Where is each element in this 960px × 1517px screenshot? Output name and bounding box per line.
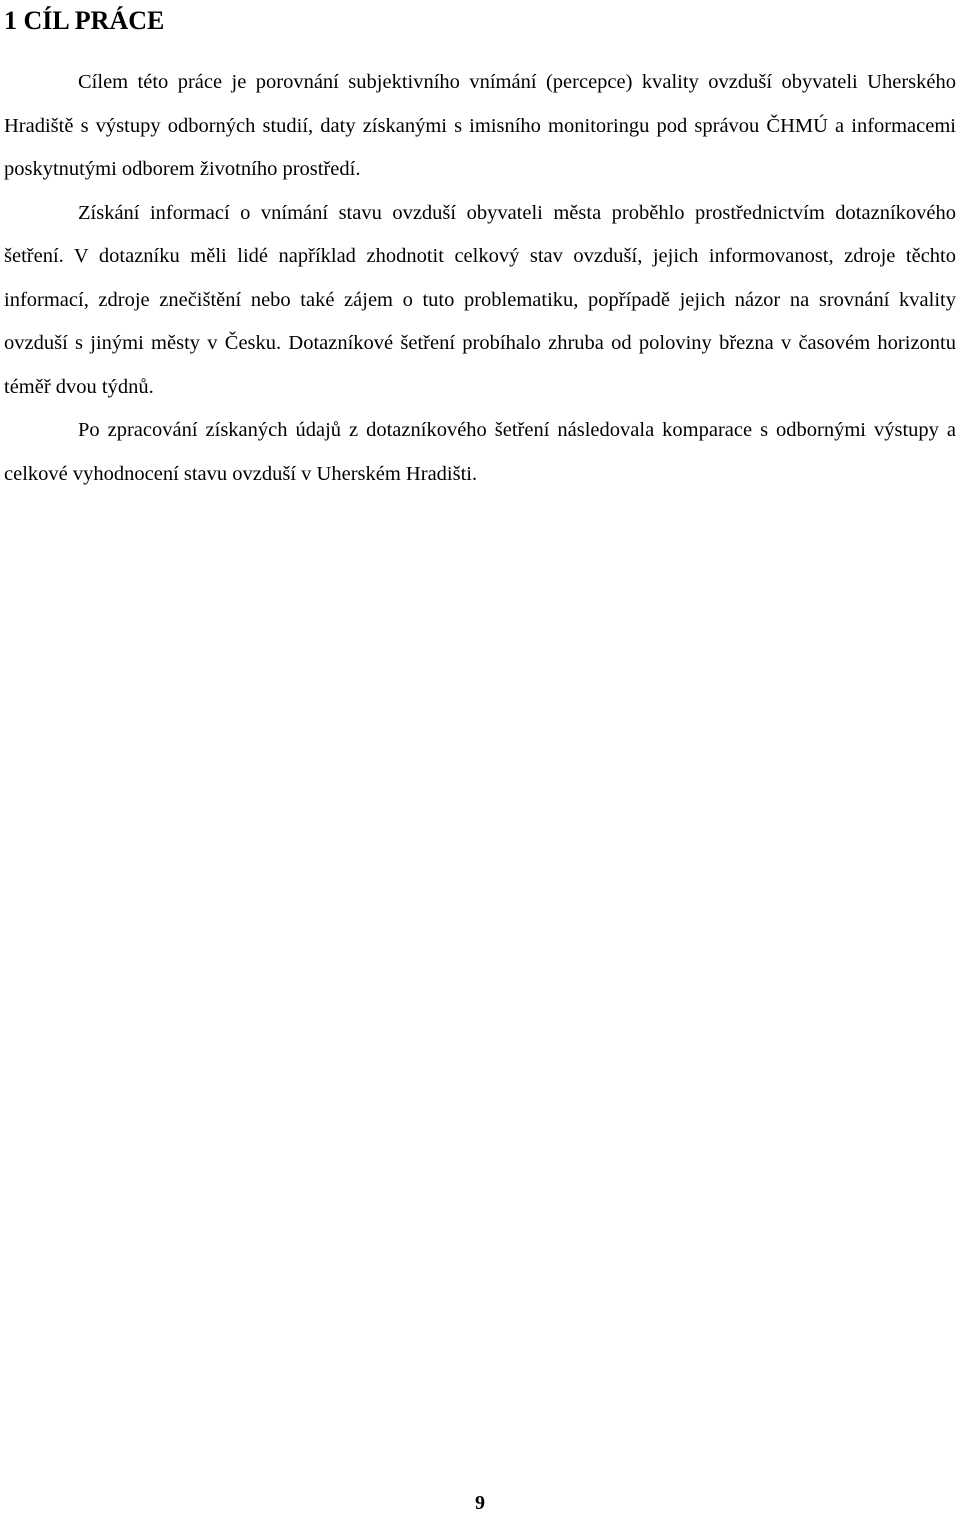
page-heading: 1 CÍL PRÁCE	[4, 6, 165, 35]
paragraph-goal: Cílem této práce je porovnání subjektivního vnímání (percepce) kvality ovzduší obyvateli Uherského Hradiště s výstupy odborných studií, daty získanými s imisního monitoringu pod správou ČHMÚ a informacemi poskytnutými odborem životního prostředí.	[4, 71, 956, 180]
page-number: 9	[475, 1492, 485, 1514]
paragraph-survey: Získání informací o vnímání stavu ovzduší obyvateli města proběhlo prostřednictvím dotazníkového šetření. V dotazníku měli lidé například zhodnotit celkový stav ovzduší, jejich informovanost, zdroje těchto informací, zdroje znečištění nebo také zájem o tuto problematiku, popřípadě jejich názor na srovnání kvality ovzduší s jinými městy v Česku. Dotazníkové šetření probíhalo zhruba od poloviny března v časovém horizontu téměř dvou týdnů.	[4, 201, 956, 398]
body-text	[4, 61, 956, 496]
paragraph-comparison: Po zpracování získaných údajů z dotazníkového šetření následovala komparace s odbornými výstupy a celkové vyhodnocení stavu ovzduší v Uherském Hradišti.	[4, 419, 956, 485]
